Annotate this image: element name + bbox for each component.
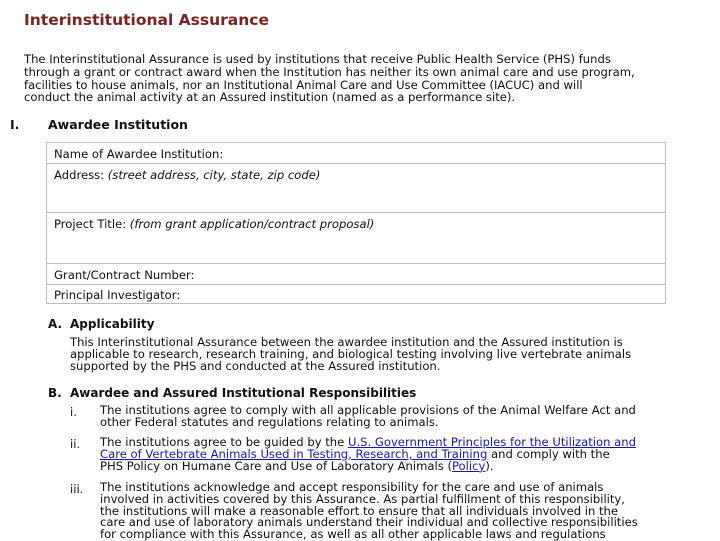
project-title-field[interactable] bbox=[47, 213, 665, 264]
item-line: The institutions agree to be guided by the U.S. Government Principles for the Utilization and bbox=[100, 435, 636, 449]
intro-line: conduct the animal activity at an Assured institution (named as a performance site). bbox=[24, 90, 516, 105]
item-paragraph bbox=[100, 437, 636, 472]
applicability-title: Applicability bbox=[70, 317, 155, 331]
applicability-line: This Interinstitutional Assurance between the awardee institution and the Assured institution is bbox=[70, 335, 623, 349]
applicability-line: applicable to research, research training, and biological testing involving live vertebrate animals bbox=[70, 346, 632, 361]
pi-field[interactable] bbox=[47, 285, 665, 303]
intro-paragraph bbox=[24, 53, 696, 104]
project-title-hint: (from grant application/contract proposal) bbox=[129, 217, 375, 231]
item-paragraph bbox=[100, 405, 636, 429]
page-title: Interinstitutional Assurance bbox=[24, 11, 270, 29]
grant-number-label: Grant/Contract Number: bbox=[54, 268, 195, 282]
name-label: Name of Awardee Institution: bbox=[54, 147, 224, 161]
applicability-letter: A. bbox=[48, 317, 63, 331]
item-line: The institutions acknowledge and accept responsibility for the care and use of animals bbox=[100, 480, 604, 494]
item-line: for compliance with this Assurance, as well as all other applicable laws and regulations bbox=[100, 527, 606, 541]
address-label: Address: (street address, city, state, zip code) bbox=[54, 168, 321, 182]
grant-number-field[interactable] bbox=[47, 264, 665, 285]
item-line: Care of Vertebrate Animals Used in Testing, Research, and Training and comply with the bbox=[100, 446, 610, 461]
responsibilities-letter: B. bbox=[48, 386, 62, 400]
principles-link[interactable]: U.S. Government Principles for the Utilization and bbox=[347, 435, 636, 449]
section-number: I. bbox=[10, 117, 20, 132]
item-paragraph bbox=[100, 482, 638, 541]
awardee-form bbox=[46, 142, 666, 304]
principles-link-cont[interactable]: Care of Vertebrate Animals Used in Testing, Research, and Training bbox=[100, 446, 488, 461]
applicability-heading bbox=[48, 317, 154, 331]
intro-line: The Interinstitutional Assurance is used by institutions that receive Public Health Service (PHS) funds bbox=[24, 52, 611, 66]
address-field[interactable] bbox=[47, 164, 665, 213]
intro-line: through a grant or contract award when the Institution has neither its own animal care and use program, bbox=[24, 64, 635, 79]
item-line: care and use of laboratory animals understand their individual and collective responsibilities bbox=[100, 515, 638, 530]
responsibilities-title: Awardee and Assured Institutional Responsibilities bbox=[70, 386, 417, 400]
policy-link[interactable]: Policy bbox=[451, 458, 486, 473]
responsibilities-heading bbox=[48, 386, 416, 400]
item-line: the institutions will make a reasonable effort to ensure that all individuals involved in the bbox=[100, 503, 619, 518]
item-number: ii. bbox=[70, 437, 81, 451]
item-line: PHS Policy on Humane Care and Use of Laboratory Animals (Policy). bbox=[100, 458, 494, 473]
applicability-paragraph bbox=[70, 337, 631, 372]
item-number: iii. bbox=[70, 482, 84, 496]
item-line: other Federal statutes and regulations relating to animals. bbox=[100, 414, 439, 429]
item-number: i. bbox=[70, 405, 77, 419]
section-title: Awardee Institution bbox=[48, 117, 188, 132]
project-title-label: Project Title: (from grant application/contract proposal) bbox=[54, 217, 375, 231]
name-field[interactable] bbox=[47, 143, 665, 164]
item-line: involved in activities covered by this Assurance. As partial fulfillment of this responsibility, bbox=[100, 491, 625, 506]
intro-line: facilities to house animals, nor an Institutional Animal Care and Use Committee (IACUC) and will bbox=[24, 77, 583, 92]
item-line: The institutions agree to comply with all applicable provisions of the Animal Welfare Act and bbox=[100, 403, 636, 417]
pi-label: Principal Investigator: bbox=[54, 288, 181, 302]
applicability-line: supported by the PHS and conducted at the Assured institution. bbox=[70, 358, 441, 373]
address-hint: (street address, city, state, zip code) bbox=[107, 168, 321, 182]
